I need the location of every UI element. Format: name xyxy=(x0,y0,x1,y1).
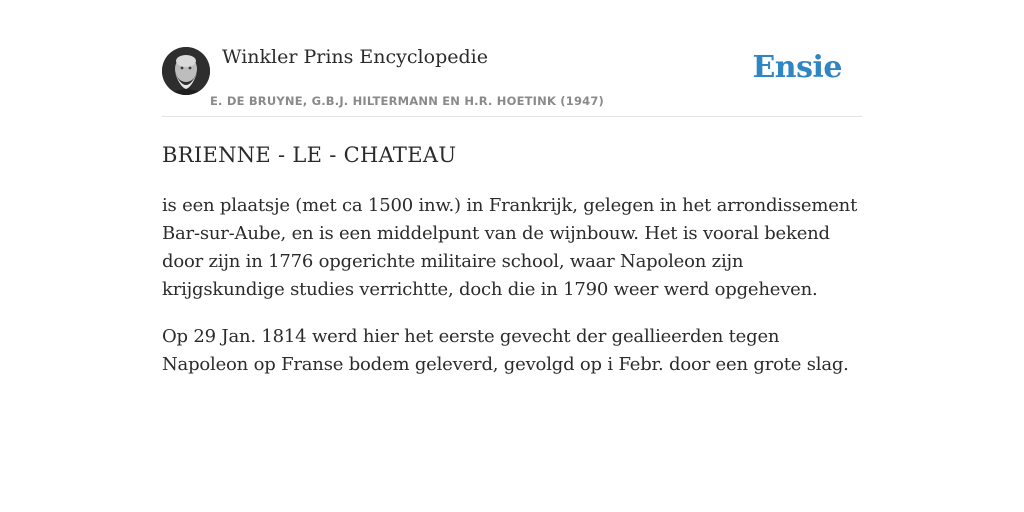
authors-line: E. DE BRUYNE, G.B.J. HILTERMANN EN H.R. HOETINK (1947) xyxy=(210,94,605,108)
brand-logo[interactable]: Ensie xyxy=(752,50,842,85)
article-paragraph-1: is een plaatsje (met ca 1500 inw.) in Frankrijk, gelegen in het arrondissement Bar-sur-Aube, en is een middelpunt van de wijnbouw. Het is vooral bekend door zijn in 1776 opgerichte militaire school, waar Napoleon zijn krijgskundige studies verrichtte, doch die in 1790 weer werd opgeheven. xyxy=(162,195,858,300)
article-headword: BRIENNE - LE - CHATEAU xyxy=(162,143,457,167)
site-header xyxy=(162,44,862,117)
site-title[interactable]: Winkler Prins Encyclopedie xyxy=(222,46,488,68)
article xyxy=(162,140,862,398)
article-paragraph-2: Op 29 Jan. 1814 werd hier het eerste gevecht der geallieerden tegen Napoleon op Franse bodem geleverd, gevolgd op i Febr. door een grote slag. xyxy=(162,326,849,375)
portrait-icon xyxy=(162,47,210,95)
author-avatar[interactable] xyxy=(162,47,210,95)
